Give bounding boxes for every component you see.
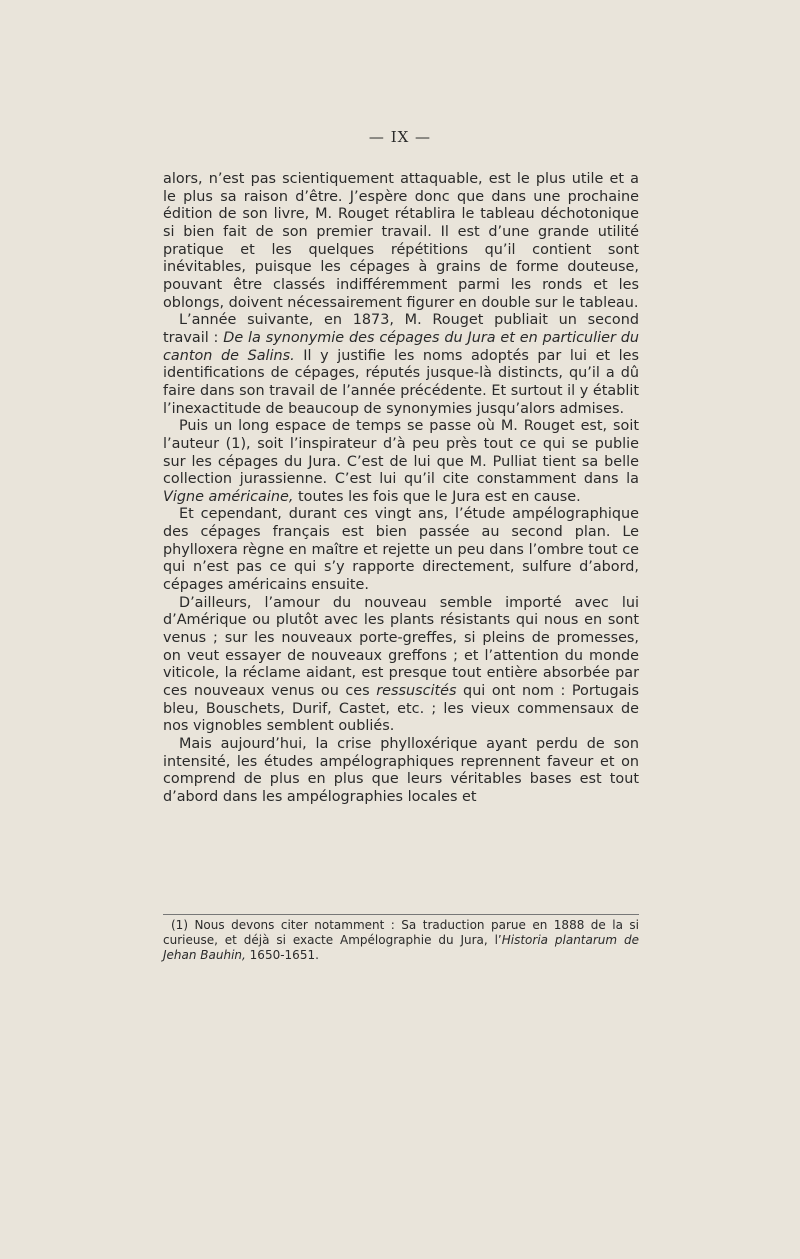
paragraph-3-text-a: Puis un long espace de temps se passe où M. Rouget est, soit l’auteur (1), soit l’inspirateur d’à peu près tout ce qui se publie sur les cépages du Jura. C’est de lui que M. Pulliat tient sa belle collection jurassienne. C’est lui qu’il cite constamment dans la bbox=[163, 418, 639, 488]
main-text bbox=[163, 171, 639, 807]
page-number: — IX — bbox=[368, 128, 432, 146]
paragraph-6-text: Mais aujourd’hui, la crise phylloxérique ayant perdu de son intensité, les études ampélographiques reprennent faveur et on comprend de plus en plus que leurs véritables bases est tout d’abord dans les ampélographies locales et bbox=[163, 736, 639, 805]
paragraph-3 bbox=[163, 418, 639, 506]
paragraph-5-italic-word: ressuscités bbox=[376, 683, 457, 700]
paragraph-5-text-b: qui ont nom : Portugais bleu, Bouschets, Durif, Castet, etc. ; les vieux commensaux de nos vignobles semblent oubliés. bbox=[163, 683, 639, 735]
paragraph-5 bbox=[163, 595, 639, 736]
paragraph-2-text-b: Il y justifie les noms adoptés par lui et les identifications de cépages, réputés jusque-là distincts, qu’il a dû faire dans son travail de l’année précédente. Et surtout il y établit l’inexactitude de beaucoup de synonymies jusqu’alors admises. bbox=[163, 347, 639, 417]
paragraph-6 bbox=[163, 736, 639, 807]
paragraph-4 bbox=[163, 506, 639, 594]
paragraph-4-text: Et cependant, durant ces vingt ans, l’étude ampélographique des cépages français est bien passée au second plan. Le phylloxera règne en maître et rejette un peu dans l’ombre tout ce qui n’est pas ce qui s’y rapporte directement, sulfure d’abord, cépages américains ensuite. bbox=[163, 506, 639, 594]
paragraph-1-text: alors, n’est pas scientiquement attaquable, est le plus utile et a le plus sa raison d’être. J’espère donc que dans une prochaine édition de son livre, M. Rouget rétablira le tableau déchotonique si bien fait de son premier travail. Il est d’une grande utilité pratique et les quelques répétitions qu’il contient sont inévitables, puisque les cépages à grains de forme douteuse, pouvant être classés indifféremment parmi les ronds et les oblongs, doivent nécessairement figurer en double sur le tableau. bbox=[163, 171, 639, 311]
footnote-divider bbox=[163, 914, 639, 915]
paragraph-2-text-a: L’année suivante, en 1873, M. Rouget publiait un second travail : bbox=[163, 312, 639, 346]
paragraph-3-text-b: toutes les fois que le Jura est en cause. bbox=[293, 488, 581, 505]
paragraph-2-italic-title: De la synonymie des cépages du Jura et en particulier du canton de Salins. bbox=[163, 329, 639, 364]
paragraph-5-text-a: D’ailleurs, l’amour du nouveau semble importé avec lui d’Amérique ou plutôt avec les plants résistants qui nous en sont venus ; sur les nouveaux porte-greffes, si pleins de promesses, on veut essayer de nouveaux greffons ; et l’attention du monde viticole, la réclame aidant, est presque tout entière absorbée par ces nouveaux venus ou ces bbox=[163, 594, 639, 700]
paragraph-1 bbox=[163, 171, 639, 312]
footnote-text-b: 1650-1651. bbox=[245, 948, 319, 963]
paragraph-3-italic-title: Vigne américaine, bbox=[163, 488, 294, 505]
footnote-text-a: (1) Nous devons citer notamment : Sa traduction parue en 1888 de la si curieuse, et déjà si exacte Ampélographie du Jura, l’ bbox=[163, 918, 639, 948]
footnote bbox=[163, 918, 639, 964]
paragraph-2 bbox=[163, 312, 639, 418]
footnote-paragraph bbox=[163, 918, 639, 964]
footnote-italic-title: Historia plantarum de Jehan Bauhin, bbox=[163, 933, 639, 963]
